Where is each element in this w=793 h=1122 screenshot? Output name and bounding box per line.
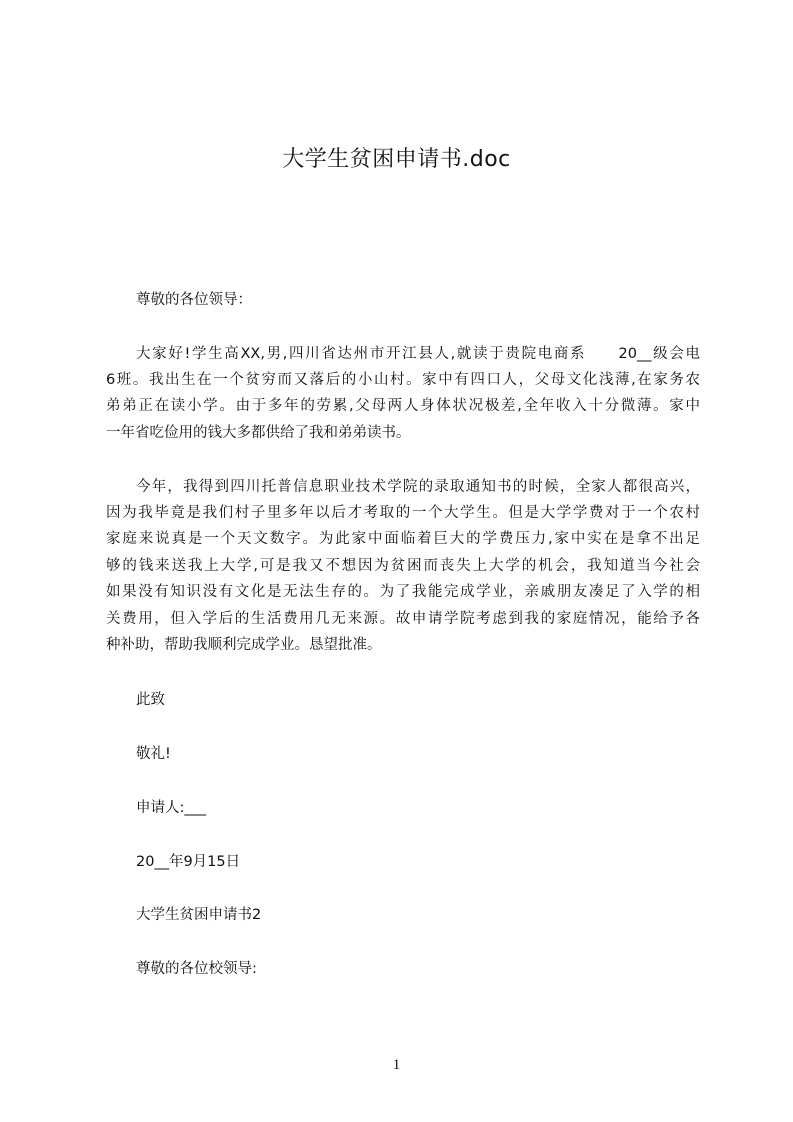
next-letter-title: 大学生贫困申请书2 — [136, 907, 262, 923]
paragraph1-line-4: 一年省吃俭用的钱大多都供给了我和弟弟读书。 — [106, 425, 411, 441]
applicant-signature: 申请人:___ — [136, 800, 207, 816]
salutation: 尊敬的各位领导： — [136, 292, 252, 308]
paragraph2-line-4: 够的钱来送我上大学,可是我又不想因为贫困而丧失上大学的机会，我知道当今社会 — [106, 558, 700, 574]
paragraph1-line-3: 弟弟正在读小学。由于多年的劳累,父母两人身体状况极差,全年收入十分微薄。家中 — [106, 398, 700, 414]
paragraph2-line-6: 关费用，但入学后的生活费用几无来源。故申请学院考虑到我的家庭情况，能给予各 — [106, 611, 700, 627]
paragraph1-line-2: 6班。我出生在一个贫穷而又落后的小山村。家中有四口人，父母文化浅薄,在家务农 — [106, 372, 700, 388]
document-title: 大学生贫困申请书.doc — [282, 147, 511, 172]
page-number: 1 — [392, 1057, 401, 1073]
paragraph1-line-1: 大家好!学生高XX,男,四川省达州市开江县人,就读于贵院电商系 20__级会电 — [136, 346, 700, 362]
paragraph2-line-3: 家庭来说真是一个天文数字。为此家中面临着巨大的学费压力,家中实在是拿不出足 — [106, 531, 700, 547]
next-letter-salutation: 尊敬的各位校领导: — [136, 961, 257, 977]
paragraph2-line-5: 如果没有知识没有文化是无法生存的。为了我能完成学业，亲戚朋友凑足了入学的相 — [106, 584, 700, 600]
closing-salute: 敬礼! — [136, 746, 171, 762]
paragraph2-line-2: 因为我毕竟是我们村子里多年以后才考取的一个大学生。但是大学学费对于一个农村 — [106, 505, 700, 521]
application-date: 20__年9月15日 — [136, 854, 241, 870]
paragraph2-line-1: 今年，我得到四川托普信息职业技术学院的录取通知书的时候，全家人都很高兴， — [136, 479, 700, 495]
closing-regards: 此致 — [136, 692, 165, 708]
paragraph2-line-7: 种补助，帮助我顺利完成学业。恳望批准。 — [106, 637, 382, 653]
